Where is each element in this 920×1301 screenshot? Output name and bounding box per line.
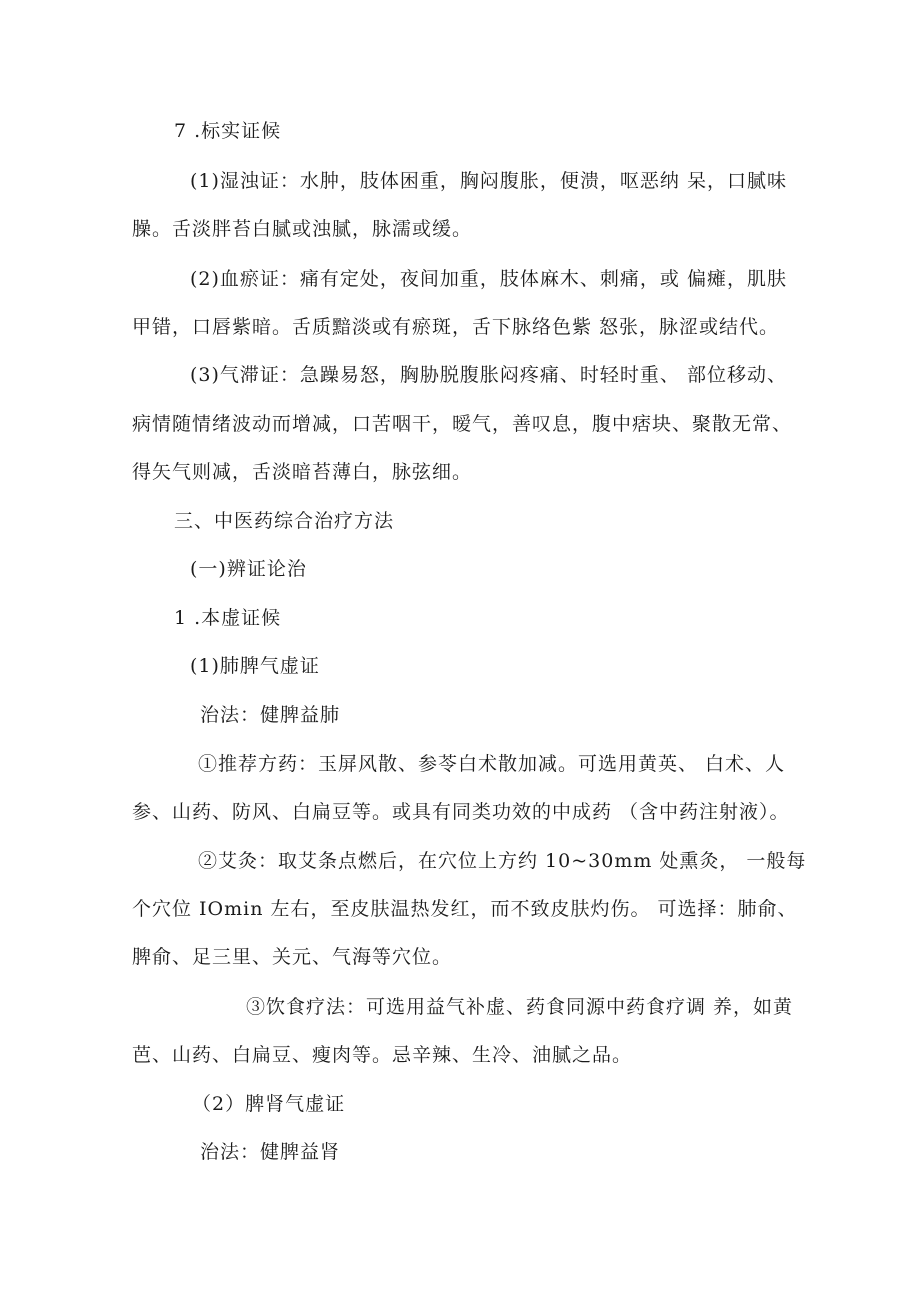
paragraph-line: (2)血瘀证：痛有定处，夜间加重，肢体麻木、刺痛，或 偏瘫，肌肤 bbox=[190, 268, 787, 290]
paragraph-line: 脾俞、足三里、关元、气海等穴位。 bbox=[132, 946, 453, 968]
paragraph-line: 芭、山药、白扁豆、瘦肉等。忌辛辣、生冷、油腻之品。 bbox=[132, 1044, 633, 1066]
treatment-method: 治法：健脾益肾 bbox=[200, 1141, 341, 1163]
paragraph-line: 个穴位 IOmin 左右，至皮肤温热发红，而不致皮肤灼伤。 可选择：肺俞、 bbox=[132, 898, 798, 920]
chapter-heading: 三、中医药综合治疗方法 bbox=[174, 510, 395, 532]
paragraph-line: 病情随情绪波动而增减，口苦咽干，暧气，善叹息，腹中痞块、聚散无常、 bbox=[132, 413, 793, 435]
subsection-heading: （2）脾肾气虚证 bbox=[192, 1093, 346, 1115]
paragraph-line: ③饮食疗法：可选用益气补虚、药食同源中药食疗调 养，如黄 bbox=[246, 996, 794, 1018]
subsection-heading: 1 .本虚证候 bbox=[174, 607, 282, 629]
subsection-heading: (1)肺脾气虚证 bbox=[190, 655, 320, 677]
paragraph-line: ②艾灸：取艾条点燃后，在穴位上方约 10~30mm 处熏灸， 一般每 bbox=[198, 850, 807, 872]
paragraph-line: (3)气滞证：急躁易怒，胸胁脱腹胀闷疼痛、时轻时重、 部位移动、 bbox=[190, 364, 787, 386]
paragraph-line: 得矢气则减，舌淡暗苔薄白，脉弦细。 bbox=[132, 461, 473, 483]
paragraph-line: 甲错，口唇紫暗。舌质黯淡或有瘀斑，舌下脉络色紫 怒张，脉涩或结代。 bbox=[132, 316, 780, 338]
paragraph-line: 参、山药、防风、白扁豆等。或具有同类功效的中成药 （含中药注射液）。 bbox=[132, 801, 790, 823]
paragraph-line: ①推荐方药：玉屏风散、参苓白术散加减。可选用黄英、 白术、人 bbox=[198, 753, 786, 775]
subsection-heading: (一)辨证论治 bbox=[190, 558, 307, 580]
treatment-method: 治法：健脾益肺 bbox=[200, 704, 341, 726]
paragraph-line: 臊。舌淡胖苔白腻或浊腻，脉濡或缓。 bbox=[132, 218, 473, 240]
paragraph-line: (1)湿浊证：水肿，肢体困重，胸闷腹胀，便溃，呕恶纳 呆，口腻味 bbox=[190, 170, 787, 192]
section-heading: 7 .标实证候 bbox=[174, 120, 282, 142]
